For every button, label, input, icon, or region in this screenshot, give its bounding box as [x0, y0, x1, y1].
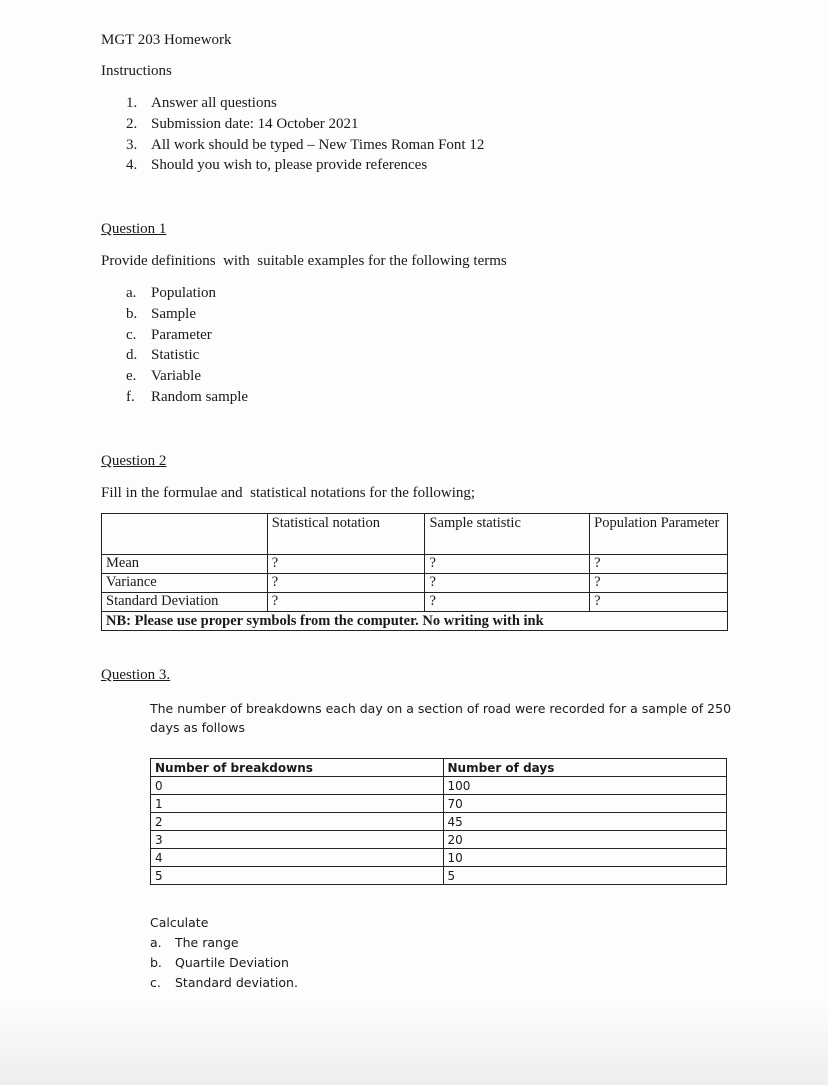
document-page: MGT 203 Homework Instructions 1. Answer all questions 2. Submission date: 14 October 2021 3. All work should be typed – New Times Roman Font 12 4. Should you wish to, please provide references Question 1 Provide definitions with suitable examples for the following terms a. Population b. Sample c. Parameter d. Statistic e. Variable f. Random sample Question 2 Fill in the formulae and statistical notations for the following; Statistical notation Sample statistic Population Parameter Mean ? ? ? Variance ? ? ? Standard Deviation ? ? ? NB: Please use proper symbols from the computer. No writing with ink Question 3. The number of breakdowns each day on a section of road were recorded for a sample of 250 days as follows Number of breakdowns Number of days 0 100 1 70 2 45 3 20 4 10 5 5 Calculate a. The range b. Quartile Deviation c. Standard deviation. [0, 0, 828, 1085]
table-cell: 4 [151, 849, 444, 867]
notation-table [101, 513, 728, 631]
table-row [151, 795, 727, 813]
question-2-heading: Question 2 [101, 453, 167, 469]
table-cell: 5 [443, 867, 726, 885]
table-header-cell: Number of breakdowns [151, 759, 444, 777]
table-cell: ? [267, 593, 425, 612]
row-label: Standard Deviation [102, 593, 268, 612]
breakdowns-table [150, 758, 727, 885]
table-cell: ? [590, 593, 728, 612]
table-row [151, 813, 727, 831]
table-header-row [151, 759, 727, 777]
table-row [102, 574, 728, 593]
table-header-cell [102, 514, 268, 555]
table-header-cell: Statistical notation [267, 514, 425, 555]
table-cell: 100 [443, 777, 726, 795]
question-1-prompt: Provide definitions with suitable examples for the following terms [101, 253, 507, 269]
table-cell: ? [590, 555, 728, 574]
table-row [151, 831, 727, 849]
instructions-heading: Instructions [101, 63, 172, 79]
table-header-cell: Population Parameter [590, 514, 728, 555]
table-note-row [102, 612, 728, 631]
question-1-heading: Question 1 [101, 221, 167, 237]
table-header-cell: Sample statistic [425, 514, 590, 555]
table-cell: 3 [151, 831, 444, 849]
row-label: Variance [102, 574, 268, 593]
table-cell: 0 [151, 777, 444, 795]
doc-title: MGT 203 Homework [101, 32, 232, 48]
table-cell: 20 [443, 831, 726, 849]
page-bottom-shade [0, 1000, 828, 1085]
calculate-label: Calculate [150, 915, 209, 930]
table-note: NB: Please use proper symbols from the computer. No writing with ink [102, 612, 728, 631]
table-cell: ? [267, 555, 425, 574]
table-header-row [102, 514, 728, 555]
table-cell: 2 [151, 813, 444, 831]
table-cell: ? [425, 574, 590, 593]
table-cell: 10 [443, 849, 726, 867]
table-cell: ? [425, 555, 590, 574]
question-3-prompt: The number of breakdowns each day on a section of road were recorded for a sample of 250 days as follows [150, 701, 732, 735]
table-cell: ? [267, 574, 425, 593]
table-header-cell: Number of days [443, 759, 726, 777]
table-row [151, 849, 727, 867]
table-cell: 5 [151, 867, 444, 885]
question-2-prompt: Fill in the formulae and statistical notations for the following; [101, 485, 476, 501]
table-row [151, 867, 727, 885]
table-row [151, 777, 727, 795]
table-row [102, 593, 728, 612]
table-cell: 1 [151, 795, 444, 813]
table-cell: ? [425, 593, 590, 612]
table-cell: ? [590, 574, 728, 593]
table-row [102, 555, 728, 574]
question-3-heading: Question 3. [101, 667, 171, 683]
table-cell: 45 [443, 813, 726, 831]
table-cell: 70 [443, 795, 726, 813]
row-label: Mean [102, 555, 268, 574]
